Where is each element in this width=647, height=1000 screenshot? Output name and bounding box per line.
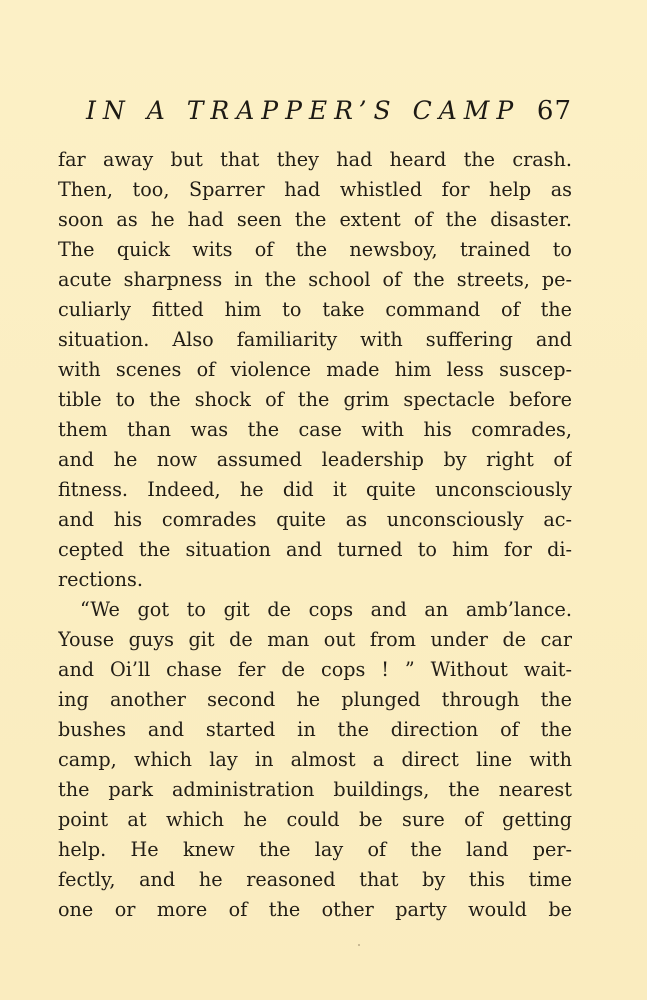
page-number: 67: [536, 96, 572, 126]
text-line: rections.: [58, 568, 143, 591]
paper-speck: [358, 944, 360, 946]
running-title: IN A TRAPPER’S CAMP: [86, 96, 521, 125]
text-line: camp, which lay in almost a direct line with: [58, 748, 572, 771]
page-header: [86, 96, 572, 136]
text-line: and he now assumed leadership by right of: [58, 448, 572, 471]
text-line: fitness. Indeed, he did it quite unconsciously: [58, 478, 572, 501]
text-line: them than was the case with his comrades,: [58, 418, 572, 441]
text-line: bushes and started in the direction of the: [58, 718, 572, 741]
text-line: “We got to git de cops and an amb’lance.: [80, 598, 572, 621]
text-line: one or more of the other party would be: [58, 898, 572, 921]
text-line: the park administration buildings, the nearest: [58, 778, 572, 801]
text-line: The quick wits of the newsboy, trained to: [58, 238, 572, 261]
text-line: cepted the situation and turned to him for di-: [58, 538, 572, 561]
text-line: ing another second he plunged through the: [58, 688, 572, 711]
text-line: help. He knew the lay of the land per-: [58, 838, 572, 861]
text-line: point at which he could be sure of getting: [58, 808, 572, 831]
body-text: [58, 145, 572, 925]
text-line: Then, too, Sparrer had whistled for help as: [58, 178, 572, 201]
text-line: Youse guys git de man out from under de car: [58, 628, 572, 651]
text-line: situation. Also familiarity with suffering and: [58, 328, 572, 351]
text-line: culiarly fitted him to take command of the: [58, 298, 572, 321]
text-line: and his comrades quite as unconsciously ac-: [58, 508, 572, 531]
text-line: fectly, and he reasoned that by this time: [58, 868, 572, 891]
text-line: and Oi’ll chase fer de cops ! ” Without wait-: [58, 658, 572, 681]
text-line: soon as he had seen the extent of the disaster.: [58, 208, 572, 231]
text-line: tible to the shock of the grim spectacle before: [58, 388, 572, 411]
text-line: acute sharpness in the school of the streets, pe-: [58, 268, 572, 291]
text-line: with scenes of violence made him less suscep-: [58, 358, 572, 381]
text-line: far away but that they had heard the crash.: [58, 148, 572, 171]
